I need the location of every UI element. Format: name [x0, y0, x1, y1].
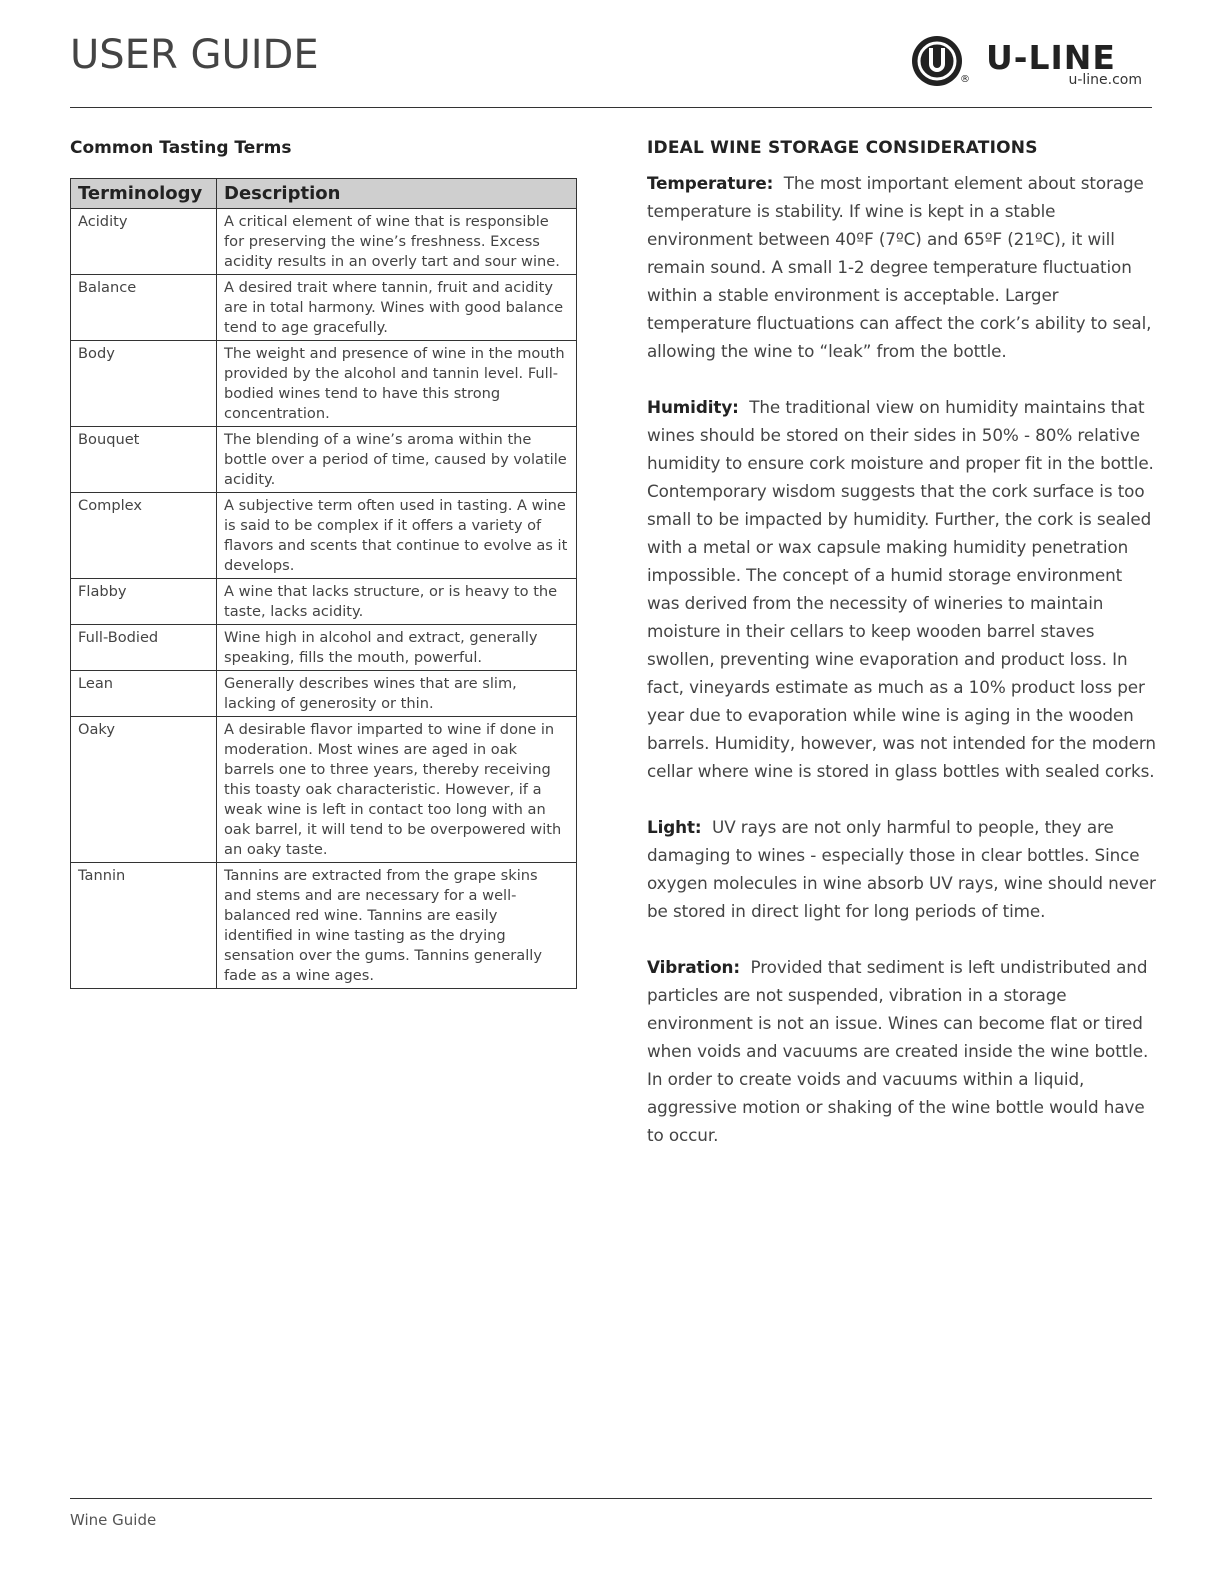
registered-mark: ®	[960, 74, 970, 85]
column-header-terminology: Terminology	[71, 179, 217, 209]
storage-paragraph-light	[647, 813, 1157, 925]
description-cell: The blending of a wine’s aroma within the bottle over a period of time, caused by volatile acidity.	[217, 427, 577, 493]
term-cell: Oaky	[71, 717, 217, 863]
table-row	[71, 579, 577, 625]
term-cell: Balance	[71, 275, 217, 341]
table-row	[71, 863, 577, 989]
table-row	[71, 341, 577, 427]
term-cell: Tannin	[71, 863, 217, 989]
table-header-row	[71, 179, 577, 209]
term-cell: Acidity	[71, 209, 217, 275]
paragraph-label: Light:	[647, 817, 702, 837]
table-row	[71, 671, 577, 717]
description-cell: Tannins are extracted from the grape skins and stems and are necessary for a well-balanced red wine. Tannins are easily identified in wine tasting as the drying sensation over the gums. Tannins generally fade as a wine ages.	[217, 863, 577, 989]
description-cell: A critical element of wine that is responsible for preserving the wine’s freshness. Excess acidity results in an overly tart and sour wine.	[217, 209, 577, 275]
table-row	[71, 493, 577, 579]
page-header-title: USER GUIDE	[70, 32, 319, 78]
term-cell: Bouquet	[71, 427, 217, 493]
term-cell: Complex	[71, 493, 217, 579]
description-cell: A wine that lacks structure, or is heavy to the taste, lacks acidity.	[217, 579, 577, 625]
paragraph-text: Provided that sediment is left undistributed and particles are not suspended, vibration in a storage environment is not an issue. Wines can become flat or tired when voids and vacuums are created inside the wine bottle. In order to create voids and vacuums within a liquid, aggressive motion or shaking of the wine bottle would have to occur.	[647, 957, 1149, 1145]
storage-paragraph-vibration	[647, 953, 1157, 1149]
column-header-description: Description	[217, 179, 577, 209]
brand-url: u-line.com	[1068, 72, 1142, 88]
tasting-terms-heading: Common Tasting Terms	[70, 138, 292, 158]
paragraph-text: The most important element about storage temperature is stability. If wine is kept in a stable environment between 40ºF (7ºC) and 65ºF (21ºC), it will remain sound. A small 1-2 degree temperature fluctuation within a stable environment is acceptable. Larger temperature fluctuations can affect the cork’s ability to seal, allowing the wine to “leak” from the bottle.	[647, 173, 1152, 361]
description-cell: A desired trait where tannin, fruit and acidity are in total harmony. Wines with good balance tend to age gracefully.	[217, 275, 577, 341]
footer-divider	[70, 1498, 1152, 1499]
description-cell: The weight and presence of wine in the mouth provided by the alcohol and tannin level. Full-bodied wines tend to have this strong concentration.	[217, 341, 577, 427]
term-cell: Flabby	[71, 579, 217, 625]
tasting-terms-table	[70, 178, 577, 989]
header-divider	[70, 107, 1152, 108]
description-cell: A desirable flavor imparted to wine if done in moderation. Most wines are aged in oak barrels one to three years, thereby receiving this toasty oak characteristic. However, if a weak wine is left in contact too long with an oak barrel, it will tend to be overpowered with an oaky taste.	[217, 717, 577, 863]
term-cell: Full-Bodied	[71, 625, 217, 671]
paragraph-label: Vibration:	[647, 957, 741, 977]
u-line-logo-icon	[910, 34, 964, 88]
table-row	[71, 275, 577, 341]
storage-paragraph-temperature	[647, 169, 1157, 365]
description-cell: Wine high in alcohol and extract, generally speaking, fills the mouth, powerful.	[217, 625, 577, 671]
brand-logo	[910, 32, 1142, 92]
storage-considerations-section	[647, 138, 1157, 1177]
tasting-terms-section	[70, 138, 576, 989]
table-row	[71, 717, 577, 863]
storage-heading: IDEAL WINE STORAGE CONSIDERATIONS	[647, 138, 1038, 158]
brand-wordmark: U-LINE	[986, 38, 1116, 77]
term-cell: Lean	[71, 671, 217, 717]
storage-paragraph-humidity	[647, 393, 1157, 785]
footer-text: Wine Guide	[70, 1511, 157, 1529]
term-cell: Body	[71, 341, 217, 427]
table-row	[71, 625, 577, 671]
paragraph-text: The traditional view on humidity maintains that wines should be stored on their sides in 50% - 80% relative humidity to ensure cork moisture and proper fit in the bottle. Contemporary wisdom suggests that the cork surface is too small to be impacted by humidity. Further, the cork is sealed with a metal or wax capsule making humidity penetration impossible. The concept of a humid storage environment was derived from the necessity of wineries to maintain moisture in their cellars to keep wooden barrel staves swollen, preventing wine evaporation and product loss. In fact, vineyards estimate as much as a 10% product loss per year due to evaporation while wine is aging in the wooden barrels. Humidity, however, was not intended for the modern cellar where wine is stored in glass bottles with sealed corks.	[647, 397, 1156, 781]
table-row	[71, 427, 577, 493]
description-cell: A subjective term often used in tasting. A wine is said to be complex if it offers a variety of flavors and scents that continue to evolve as it develops.	[217, 493, 577, 579]
paragraph-label: Humidity:	[647, 397, 739, 417]
description-cell: Generally describes wines that are slim, lacking of generosity or thin.	[217, 671, 577, 717]
paragraph-text: UV rays are not only harmful to people, they are damaging to wines - especially those in clear bottles. Since oxygen molecules in wine absorb UV rays, wine should never be stored in direct light for long periods of time.	[647, 817, 1156, 921]
table-row	[71, 209, 577, 275]
paragraph-label: Temperature:	[647, 173, 774, 193]
